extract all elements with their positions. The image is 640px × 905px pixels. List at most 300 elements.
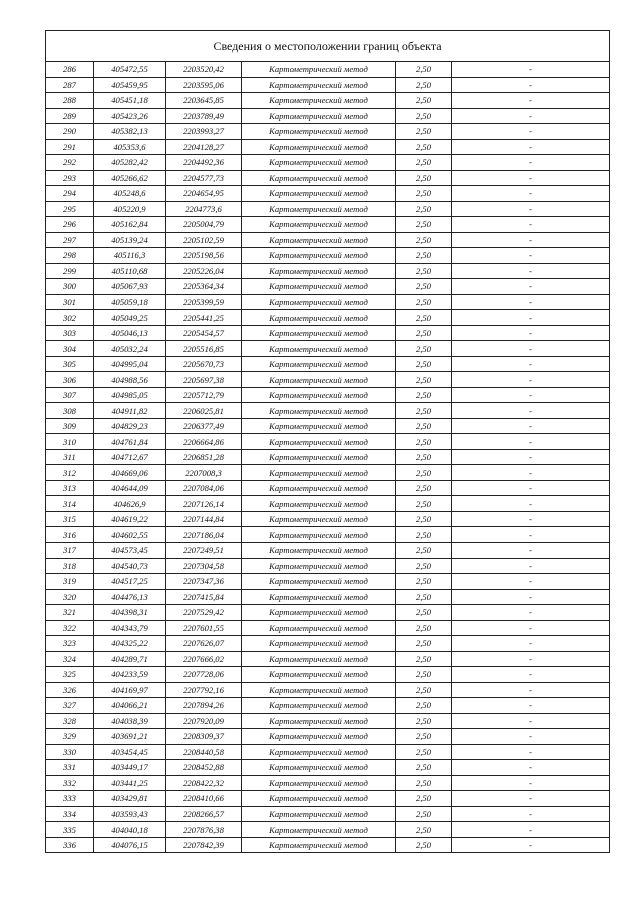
point-number-cell: 315 <box>46 511 94 527</box>
x-coordinate-cell: 405382,13 <box>94 124 166 140</box>
x-coordinate-cell: 404076,15 <box>94 837 166 853</box>
method-cell: Картометрический метод <box>242 465 396 481</box>
table-row <box>46 155 610 171</box>
description-cell: - <box>452 791 610 807</box>
table-row <box>46 279 610 295</box>
y-coordinate-cell: 2207144,84 <box>166 511 242 527</box>
accuracy-cell: 2,50 <box>396 325 452 341</box>
description-cell: - <box>452 341 610 357</box>
x-coordinate-cell: 405353,6 <box>94 139 166 155</box>
method-cell: Картометрический метод <box>242 822 396 838</box>
point-number-cell: 311 <box>46 449 94 465</box>
y-coordinate-cell: 2203645,85 <box>166 93 242 109</box>
x-coordinate-cell: 404985,05 <box>94 387 166 403</box>
method-cell: Картометрический метод <box>242 542 396 558</box>
method-cell: Картометрический метод <box>242 775 396 791</box>
y-coordinate-cell: 2205004,79 <box>166 217 242 233</box>
table-row <box>46 387 610 403</box>
description-cell: - <box>452 667 610 683</box>
accuracy-cell: 2,50 <box>396 232 452 248</box>
y-coordinate-cell: 2208452,88 <box>166 760 242 776</box>
point-number-cell: 324 <box>46 651 94 667</box>
method-cell: Картометрический метод <box>242 108 396 124</box>
y-coordinate-cell: 2207008,3 <box>166 465 242 481</box>
table-row <box>46 698 610 714</box>
point-number-cell: 299 <box>46 263 94 279</box>
description-cell: - <box>452 93 610 109</box>
table-row <box>46 760 610 776</box>
x-coordinate-cell: 404066,21 <box>94 698 166 714</box>
table-row <box>46 263 610 279</box>
point-number-cell: 334 <box>46 806 94 822</box>
table-row <box>46 837 610 853</box>
method-cell: Картометрический метод <box>242 511 396 527</box>
y-coordinate-cell: 2205454,57 <box>166 325 242 341</box>
method-cell: Картометрический метод <box>242 667 396 683</box>
description-cell: - <box>452 651 610 667</box>
accuracy-cell: 2,50 <box>396 760 452 776</box>
x-coordinate-cell: 403429,81 <box>94 791 166 807</box>
accuracy-cell: 2,50 <box>396 279 452 295</box>
x-coordinate-cell: 405046,13 <box>94 325 166 341</box>
point-number-cell: 309 <box>46 418 94 434</box>
x-coordinate-cell: 404911,82 <box>94 403 166 419</box>
description-cell: - <box>452 480 610 496</box>
point-number-cell: 328 <box>46 713 94 729</box>
description-cell: - <box>452 356 610 372</box>
table-body <box>46 62 610 853</box>
description-cell: - <box>452 620 610 636</box>
description-cell: - <box>452 744 610 760</box>
point-number-cell: 316 <box>46 527 94 543</box>
accuracy-cell: 2,50 <box>396 403 452 419</box>
description-cell: - <box>452 232 610 248</box>
method-cell: Картометрический метод <box>242 77 396 93</box>
accuracy-cell: 2,50 <box>396 124 452 140</box>
table-row <box>46 713 610 729</box>
point-number-cell: 294 <box>46 186 94 202</box>
x-coordinate-cell: 404644,09 <box>94 480 166 496</box>
point-number-cell: 327 <box>46 698 94 714</box>
y-coordinate-cell: 2205102,59 <box>166 232 242 248</box>
description-cell: - <box>452 682 610 698</box>
point-number-cell: 305 <box>46 356 94 372</box>
y-coordinate-cell: 2207084,06 <box>166 480 242 496</box>
table-row <box>46 775 610 791</box>
point-number-cell: 290 <box>46 124 94 140</box>
table-row <box>46 201 610 217</box>
method-cell: Картометрический метод <box>242 217 396 233</box>
method-cell: Картометрический метод <box>242 93 396 109</box>
table-row <box>46 108 610 124</box>
y-coordinate-cell: 2208309,37 <box>166 729 242 745</box>
description-cell: - <box>452 574 610 590</box>
description-cell: - <box>452 139 610 155</box>
table-title: Сведения о местоположении границ объекта <box>46 31 610 62</box>
description-cell: - <box>452 434 610 450</box>
table-row <box>46 651 610 667</box>
description-cell: - <box>452 170 610 186</box>
x-coordinate-cell: 403441,25 <box>94 775 166 791</box>
y-coordinate-cell: 2203993,27 <box>166 124 242 140</box>
description-cell: - <box>452 713 610 729</box>
accuracy-cell: 2,50 <box>396 77 452 93</box>
y-coordinate-cell: 2207347,36 <box>166 574 242 590</box>
table-row <box>46 605 610 621</box>
point-number-cell: 318 <box>46 558 94 574</box>
y-coordinate-cell: 2205697,38 <box>166 372 242 388</box>
y-coordinate-cell: 2207920,09 <box>166 713 242 729</box>
table-row <box>46 310 610 326</box>
accuracy-cell: 2,50 <box>396 558 452 574</box>
x-coordinate-cell: 404517,25 <box>94 574 166 590</box>
table-row <box>46 77 610 93</box>
table-row <box>46 620 610 636</box>
point-number-cell: 329 <box>46 729 94 745</box>
x-coordinate-cell: 404038,39 <box>94 713 166 729</box>
table-row <box>46 217 610 233</box>
x-coordinate-cell: 404540,73 <box>94 558 166 574</box>
x-coordinate-cell: 405451,18 <box>94 93 166 109</box>
accuracy-cell: 2,50 <box>396 139 452 155</box>
point-number-cell: 295 <box>46 201 94 217</box>
table-row <box>46 294 610 310</box>
table-row <box>46 574 610 590</box>
y-coordinate-cell: 2204492,36 <box>166 155 242 171</box>
accuracy-cell: 2,50 <box>396 465 452 481</box>
x-coordinate-cell: 404325,22 <box>94 636 166 652</box>
description-cell: - <box>452 62 610 78</box>
accuracy-cell: 2,50 <box>396 434 452 450</box>
y-coordinate-cell: 2205364,34 <box>166 279 242 295</box>
description-cell: - <box>452 496 610 512</box>
method-cell: Картометрический метод <box>242 620 396 636</box>
accuracy-cell: 2,50 <box>396 636 452 652</box>
method-cell: Картометрический метод <box>242 387 396 403</box>
y-coordinate-cell: 2207249,51 <box>166 542 242 558</box>
method-cell: Картометрический метод <box>242 651 396 667</box>
y-coordinate-cell: 2203595,06 <box>166 77 242 93</box>
y-coordinate-cell: 2207842,39 <box>166 837 242 853</box>
x-coordinate-cell: 404040,18 <box>94 822 166 838</box>
x-coordinate-cell: 403593,43 <box>94 806 166 822</box>
accuracy-cell: 2,50 <box>396 108 452 124</box>
description-cell: - <box>452 186 610 202</box>
table-row <box>46 542 610 558</box>
description-cell: - <box>452 310 610 326</box>
method-cell: Картометрический метод <box>242 248 396 264</box>
point-number-cell: 325 <box>46 667 94 683</box>
y-coordinate-cell: 2205226,04 <box>166 263 242 279</box>
description-cell: - <box>452 124 610 140</box>
method-cell: Картометрический метод <box>242 682 396 698</box>
accuracy-cell: 2,50 <box>396 372 452 388</box>
table-row <box>46 527 610 543</box>
point-number-cell: 312 <box>46 465 94 481</box>
method-cell: Картометрический метод <box>242 170 396 186</box>
table-row <box>46 93 610 109</box>
table-row <box>46 62 610 78</box>
method-cell: Картометрический метод <box>242 496 396 512</box>
y-coordinate-cell: 2206851,28 <box>166 449 242 465</box>
method-cell: Картометрический метод <box>242 201 396 217</box>
table-row <box>46 682 610 698</box>
x-coordinate-cell: 405067,93 <box>94 279 166 295</box>
method-cell: Картометрический метод <box>242 124 396 140</box>
point-number-cell: 288 <box>46 93 94 109</box>
y-coordinate-cell: 2208410,66 <box>166 791 242 807</box>
point-number-cell: 298 <box>46 248 94 264</box>
point-number-cell: 331 <box>46 760 94 776</box>
accuracy-cell: 2,50 <box>396 667 452 683</box>
description-cell: - <box>452 822 610 838</box>
accuracy-cell: 2,50 <box>396 511 452 527</box>
description-cell: - <box>452 294 610 310</box>
table-row <box>46 589 610 605</box>
document-sheet <box>45 30 609 853</box>
method-cell: Картометрический метод <box>242 341 396 357</box>
y-coordinate-cell: 2207186,04 <box>166 527 242 543</box>
method-cell: Картометрический метод <box>242 434 396 450</box>
description-cell: - <box>452 248 610 264</box>
description-cell: - <box>452 698 610 714</box>
description-cell: - <box>452 589 610 605</box>
point-number-cell: 306 <box>46 372 94 388</box>
accuracy-cell: 2,50 <box>396 527 452 543</box>
x-coordinate-cell: 404343,79 <box>94 620 166 636</box>
method-cell: Картометрический метод <box>242 356 396 372</box>
accuracy-cell: 2,50 <box>396 698 452 714</box>
x-coordinate-cell: 404476,13 <box>94 589 166 605</box>
description-cell: - <box>452 775 610 791</box>
x-coordinate-cell: 405059,18 <box>94 294 166 310</box>
description-cell: - <box>452 605 610 621</box>
y-coordinate-cell: 2208422,32 <box>166 775 242 791</box>
x-coordinate-cell: 404398,31 <box>94 605 166 621</box>
accuracy-cell: 2,50 <box>396 341 452 357</box>
table-row <box>46 248 610 264</box>
x-coordinate-cell: 405032,24 <box>94 341 166 357</box>
y-coordinate-cell: 2205516,85 <box>166 341 242 357</box>
y-coordinate-cell: 2203789,49 <box>166 108 242 124</box>
accuracy-cell: 2,50 <box>396 729 452 745</box>
description-cell: - <box>452 527 610 543</box>
x-coordinate-cell: 404626,9 <box>94 496 166 512</box>
point-number-cell: 293 <box>46 170 94 186</box>
description-cell: - <box>452 325 610 341</box>
x-coordinate-cell: 404761,84 <box>94 434 166 450</box>
point-number-cell: 304 <box>46 341 94 357</box>
description-cell: - <box>452 372 610 388</box>
table-row <box>46 465 610 481</box>
x-coordinate-cell: 403454,45 <box>94 744 166 760</box>
accuracy-cell: 2,50 <box>396 496 452 512</box>
accuracy-cell: 2,50 <box>396 574 452 590</box>
accuracy-cell: 2,50 <box>396 480 452 496</box>
point-number-cell: 313 <box>46 480 94 496</box>
table-row <box>46 170 610 186</box>
description-cell: - <box>452 806 610 822</box>
x-coordinate-cell: 405110,68 <box>94 263 166 279</box>
y-coordinate-cell: 2207876,38 <box>166 822 242 838</box>
accuracy-cell: 2,50 <box>396 542 452 558</box>
y-coordinate-cell: 2205670,73 <box>166 356 242 372</box>
y-coordinate-cell: 2207728,06 <box>166 667 242 683</box>
x-coordinate-cell: 405459,95 <box>94 77 166 93</box>
accuracy-cell: 2,50 <box>396 620 452 636</box>
x-coordinate-cell: 405220,9 <box>94 201 166 217</box>
method-cell: Картометрический метод <box>242 62 396 78</box>
x-coordinate-cell: 404619,22 <box>94 511 166 527</box>
accuracy-cell: 2,50 <box>396 217 452 233</box>
accuracy-cell: 2,50 <box>396 713 452 729</box>
method-cell: Картометрический метод <box>242 325 396 341</box>
y-coordinate-cell: 2207666,02 <box>166 651 242 667</box>
y-coordinate-cell: 2205441,25 <box>166 310 242 326</box>
x-coordinate-cell: 405423,26 <box>94 108 166 124</box>
method-cell: Картометрический метод <box>242 310 396 326</box>
table-row <box>46 139 610 155</box>
table-row <box>46 480 610 496</box>
method-cell: Картометрический метод <box>242 155 396 171</box>
accuracy-cell: 2,50 <box>396 263 452 279</box>
method-cell: Картометрический метод <box>242 480 396 496</box>
point-number-cell: 335 <box>46 822 94 838</box>
accuracy-cell: 2,50 <box>396 170 452 186</box>
point-number-cell: 300 <box>46 279 94 295</box>
y-coordinate-cell: 2206664,86 <box>166 434 242 450</box>
description-cell: - <box>452 511 610 527</box>
x-coordinate-cell: 404669,06 <box>94 465 166 481</box>
y-coordinate-cell: 2207126,14 <box>166 496 242 512</box>
x-coordinate-cell: 404573,45 <box>94 542 166 558</box>
point-number-cell: 321 <box>46 605 94 621</box>
table-row <box>46 325 610 341</box>
x-coordinate-cell: 404712,67 <box>94 449 166 465</box>
accuracy-cell: 2,50 <box>396 248 452 264</box>
y-coordinate-cell: 2208440,58 <box>166 744 242 760</box>
x-coordinate-cell: 405472,55 <box>94 62 166 78</box>
method-cell: Картометрический метод <box>242 527 396 543</box>
point-number-cell: 332 <box>46 775 94 791</box>
method-cell: Картометрический метод <box>242 589 396 605</box>
table-row <box>46 791 610 807</box>
method-cell: Картометрический метод <box>242 636 396 652</box>
method-cell: Картометрический метод <box>242 698 396 714</box>
table-row <box>46 822 610 838</box>
x-coordinate-cell: 405162,84 <box>94 217 166 233</box>
method-cell: Картометрический метод <box>242 279 396 295</box>
point-number-cell: 301 <box>46 294 94 310</box>
y-coordinate-cell: 2203520,42 <box>166 62 242 78</box>
table-row <box>46 341 610 357</box>
method-cell: Картометрический метод <box>242 729 396 745</box>
description-cell: - <box>452 263 610 279</box>
y-coordinate-cell: 2207304,58 <box>166 558 242 574</box>
x-coordinate-cell: 405266,62 <box>94 170 166 186</box>
point-number-cell: 292 <box>46 155 94 171</box>
accuracy-cell: 2,50 <box>396 387 452 403</box>
accuracy-cell: 2,50 <box>396 418 452 434</box>
point-number-cell: 289 <box>46 108 94 124</box>
method-cell: Картометрический метод <box>242 574 396 590</box>
accuracy-cell: 2,50 <box>396 791 452 807</box>
method-cell: Картометрический метод <box>242 744 396 760</box>
x-coordinate-cell: 403449,17 <box>94 760 166 776</box>
table-row <box>46 806 610 822</box>
method-cell: Картометрический метод <box>242 806 396 822</box>
accuracy-cell: 2,50 <box>396 589 452 605</box>
table-row <box>46 434 610 450</box>
point-number-cell: 319 <box>46 574 94 590</box>
table-row <box>46 418 610 434</box>
method-cell: Картометрический метод <box>242 232 396 248</box>
method-cell: Картометрический метод <box>242 418 396 434</box>
description-cell: - <box>452 155 610 171</box>
point-number-cell: 302 <box>46 310 94 326</box>
method-cell: Картометрический метод <box>242 139 396 155</box>
accuracy-cell: 2,50 <box>396 682 452 698</box>
point-number-cell: 330 <box>46 744 94 760</box>
description-cell: - <box>452 77 610 93</box>
description-cell: - <box>452 279 610 295</box>
table-row <box>46 449 610 465</box>
x-coordinate-cell: 404602,55 <box>94 527 166 543</box>
table-row <box>46 124 610 140</box>
table-row <box>46 186 610 202</box>
point-number-cell: 317 <box>46 542 94 558</box>
description-cell: - <box>452 729 610 745</box>
y-coordinate-cell: 2205399,59 <box>166 294 242 310</box>
y-coordinate-cell: 2205712,79 <box>166 387 242 403</box>
boundary-coordinates-table <box>45 30 610 853</box>
y-coordinate-cell: 2207626,07 <box>166 636 242 652</box>
table-row <box>46 372 610 388</box>
description-cell: - <box>452 403 610 419</box>
y-coordinate-cell: 2207601,55 <box>166 620 242 636</box>
accuracy-cell: 2,50 <box>396 93 452 109</box>
description-cell: - <box>452 636 610 652</box>
method-cell: Картометрический метод <box>242 791 396 807</box>
description-cell: - <box>452 108 610 124</box>
accuracy-cell: 2,50 <box>396 294 452 310</box>
description-cell: - <box>452 418 610 434</box>
method-cell: Картометрический метод <box>242 837 396 853</box>
y-coordinate-cell: 2206377,49 <box>166 418 242 434</box>
point-number-cell: 297 <box>46 232 94 248</box>
table-row <box>46 232 610 248</box>
method-cell: Картометрический метод <box>242 294 396 310</box>
table-row <box>46 403 610 419</box>
accuracy-cell: 2,50 <box>396 155 452 171</box>
accuracy-cell: 2,50 <box>396 186 452 202</box>
point-number-cell: 303 <box>46 325 94 341</box>
accuracy-cell: 2,50 <box>396 806 452 822</box>
y-coordinate-cell: 2208266,57 <box>166 806 242 822</box>
point-number-cell: 323 <box>46 636 94 652</box>
point-number-cell: 320 <box>46 589 94 605</box>
method-cell: Картометрический метод <box>242 372 396 388</box>
description-cell: - <box>452 837 610 853</box>
y-coordinate-cell: 2205198,56 <box>166 248 242 264</box>
accuracy-cell: 2,50 <box>396 822 452 838</box>
y-coordinate-cell: 2207894,26 <box>166 698 242 714</box>
accuracy-cell: 2,50 <box>396 449 452 465</box>
x-coordinate-cell: 404233,59 <box>94 667 166 683</box>
method-cell: Картометрический метод <box>242 186 396 202</box>
accuracy-cell: 2,50 <box>396 651 452 667</box>
x-coordinate-cell: 404988,56 <box>94 372 166 388</box>
